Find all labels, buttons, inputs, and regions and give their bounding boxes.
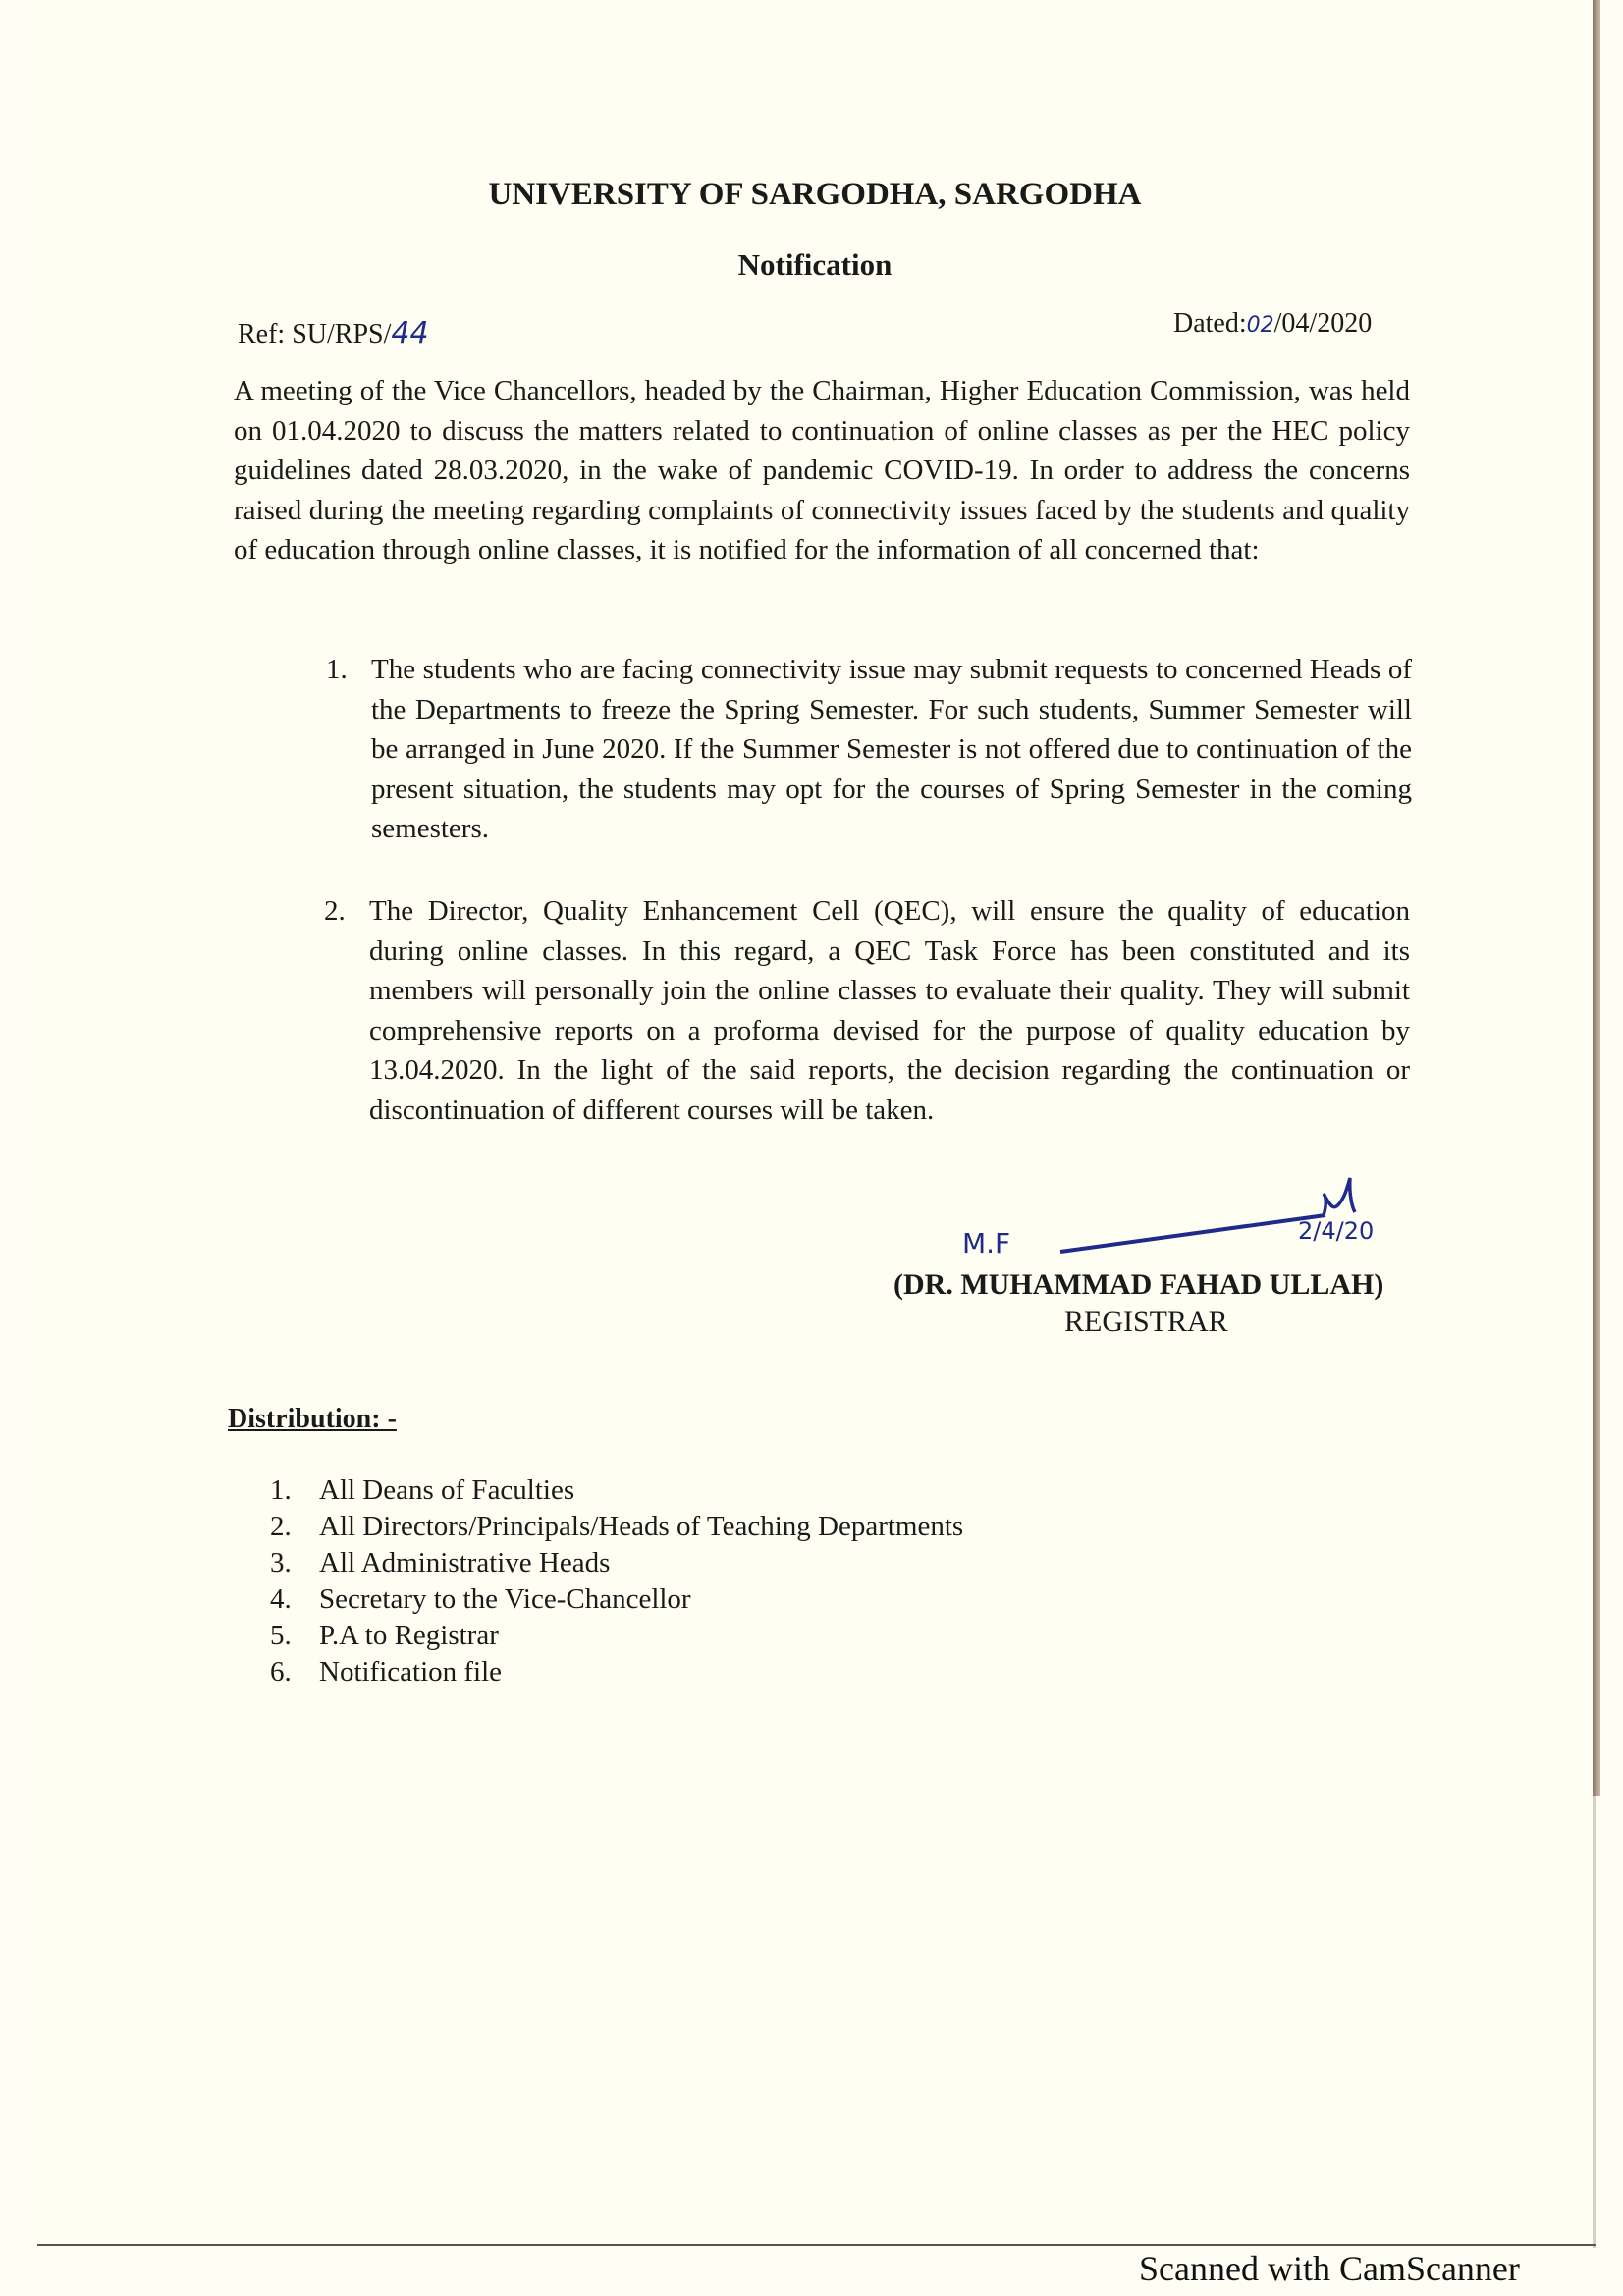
scan-edge-lower bbox=[1593, 1796, 1596, 2248]
document-title: UNIVERSITY OF SARGODHA, SARGODHA bbox=[488, 177, 1142, 212]
signatory-name: (DR. MUHAMMAD FAHAD ULLAH) bbox=[893, 1268, 1384, 1301]
intro-paragraph: A meeting of the Vice Chancellors, headed by the Chairman, Higher Education Commission, was held on 01.04.2020 to discuss the matters related to continuation of online classes as per the HEC policy guidelines dated 28.03.2020, in the wake of pandemic COVID-19. In order to address the concerns raised during the meeting regarding complaints of connectivity issues faced by the students and quality of education through online classes, it is notified for the information of all concerned that: bbox=[234, 375, 1410, 565]
signatory-designation: REGISTRAR bbox=[1064, 1306, 1228, 1338]
list-item: 4. Secretary to the Vice-Chancellor bbox=[270, 1583, 691, 1615]
ref-handwritten-number: 44 bbox=[391, 316, 429, 350]
point-text: The Director, Quality Enhancement Cell (QEC), will ensure the quality of education during online classes. In this regard, a QEC Task Force has been constituted and its members will personally join the online classes to evaluate their quality. They will submit comprehensive reports on a proforma devised for the purpose of quality education by 13.04.2020. In the light of the said reports, the decision regarding the continuation or discontinuation of different courses will be taken. bbox=[369, 895, 1410, 1126]
reference-number bbox=[238, 316, 429, 350]
distribution-list bbox=[270, 1472, 963, 1690]
list-item: 3. All Administrative Heads bbox=[270, 1547, 611, 1578]
date-handwritten-day: 02 bbox=[1246, 313, 1274, 338]
date-rest: /04/2020 bbox=[1273, 308, 1373, 339]
ref-label: Ref: SU/RPS/ bbox=[238, 319, 392, 349]
point-number: 1. bbox=[326, 654, 348, 685]
list-item: 5. P.A to Registrar bbox=[270, 1620, 499, 1651]
scanner-watermark: Scanned with CamScanner bbox=[1139, 2249, 1520, 2288]
document-subtitle: Notification bbox=[737, 247, 893, 282]
document-date bbox=[1173, 308, 1372, 340]
distribution-heading: Distribution: - bbox=[228, 1404, 397, 1434]
signature-initials: M.F bbox=[962, 1227, 1011, 1259]
scan-bottom-edge bbox=[37, 2244, 1596, 2246]
point-number: 2. bbox=[324, 895, 346, 927]
list-item: 1. All Deans of Faculties bbox=[270, 1474, 575, 1506]
point-text: The students who are facing connectivity issue may submit requests to concerned Heads of the Departments to freeze the Spring Semester. For such students, Summer Semester will be arranged in June 2020. If the Summer Semester is not offered due to continuation of the present situation, the students may opt for the courses of Spring Semester in the coming semesters. bbox=[371, 654, 1412, 844]
list-item: 2. All Directors/Principals/Heads of Teaching Departments bbox=[270, 1511, 964, 1542]
date-label: Dated: bbox=[1173, 308, 1247, 339]
signature-date: 2/4/20 bbox=[1298, 1217, 1375, 1245]
list-item: 6. Notification file bbox=[270, 1656, 503, 1687]
